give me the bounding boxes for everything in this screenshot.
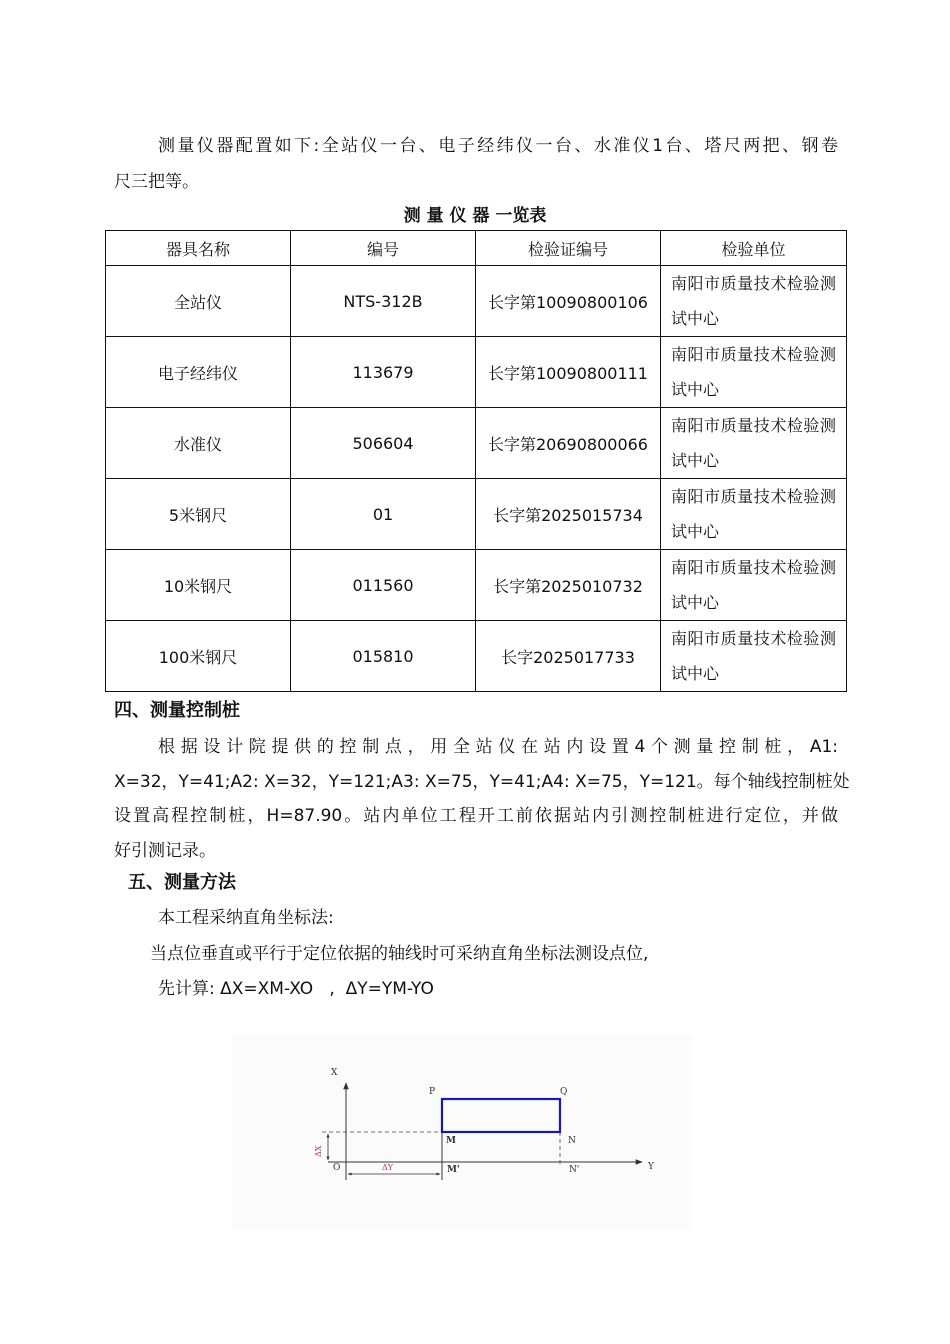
cell-code: 011560 (291, 550, 476, 621)
n-prime-label: N' (569, 1165, 580, 1175)
cell-cert: 长字2025017733 (476, 621, 661, 692)
section-4-para-line-3: 设置高程控制桩，H=87.90。站内单位工程开工前依据站内引测控制桩进行定位，并做 (114, 806, 838, 826)
coordinate-diagram (232, 1035, 692, 1230)
header-code: 编号 (291, 231, 476, 266)
cell-name: 100米钢尺 (106, 621, 291, 692)
section-5-para-2: 当点位垂直或平行于定位依据的轴线时可采纳直角坐标法测设点位, (150, 944, 649, 964)
section-4-para-line-4: 好引测记录。 (114, 841, 216, 861)
origin-label: O (333, 1163, 341, 1173)
cell-name: 电子经纬仪 (106, 337, 291, 408)
delta-x-label: ΔX (314, 1145, 323, 1157)
coordinate-figure (232, 1035, 692, 1230)
instrument-table (105, 230, 847, 692)
cell-cert: 长字第2025010732 (476, 550, 661, 621)
table-header-row (106, 231, 847, 266)
cell-unit: 南阳市质量技术检验测试中心 (661, 408, 847, 479)
cell-unit: 南阳市质量技术检验测试中心 (661, 621, 847, 692)
cell-cert: 长字第2025015734 (476, 479, 661, 550)
section-5-formula: 先计算: ΔX=XM-XO , ΔY=YM-YO (158, 979, 434, 999)
m-label: M (446, 1136, 456, 1146)
table-row (106, 479, 847, 550)
y-axis-label: Y (648, 1162, 654, 1172)
cell-name: 全站仪 (106, 266, 291, 337)
intro-line-1: 测量仪器配置如下:全站仪一台、电子经纬仪一台、水准仪1台、塔尺两把、钢卷 (158, 136, 838, 156)
m-prime-label: M' (447, 1165, 460, 1175)
cell-code: 015810 (291, 621, 476, 692)
intro-line-2: 尺三把等。 (114, 172, 199, 192)
cell-code: 113679 (291, 337, 476, 408)
section-5-heading: 五、测量方法 (128, 872, 236, 893)
table-row (106, 550, 847, 621)
section-4-para-line-1: 根据设计院提供的控制点，用全站仪在站内设置4个测量控制桩，A1: (158, 737, 838, 757)
cell-cert: 长字第10090800106 (476, 266, 661, 337)
section-4-para-line-2: X=32，Y=41;A2: X=32，Y=121;A3: X=75，Y=41;A4: X=75，Y=121。每个轴线控制桩处 (114, 772, 850, 792)
cell-cert: 长字第20690800066 (476, 408, 661, 479)
section-5-para-1: 本工程采纳直角坐标法: (158, 908, 334, 928)
header-cert: 检验证编号 (476, 231, 661, 266)
cell-unit: 南阳市质量技术检验测试中心 (661, 337, 847, 408)
table-row (106, 621, 847, 692)
n-label: N (568, 1136, 576, 1146)
cell-name: 10米钢尺 (106, 550, 291, 621)
cell-code: 01 (291, 479, 476, 550)
section-4-heading: 四、测量控制桩 (114, 700, 240, 721)
header-name: 器具名称 (106, 231, 291, 266)
table-row (106, 408, 847, 479)
table-row (106, 266, 847, 337)
header-unit: 检验单位 (661, 231, 847, 266)
pqnm-rectangle (442, 1099, 560, 1132)
cell-cert: 长字第10090800111 (476, 337, 661, 408)
cell-unit: 南阳市质量技术检验测试中心 (661, 479, 847, 550)
cell-code: NTS-312B (291, 266, 476, 337)
cell-unit: 南阳市质量技术检验测试中心 (661, 266, 847, 337)
x-axis-label: X (331, 1068, 338, 1078)
cell-code: 506604 (291, 408, 476, 479)
table-row (106, 337, 847, 408)
cell-name: 5米钢尺 (106, 479, 291, 550)
cell-unit: 南阳市质量技术检验测试中心 (661, 550, 847, 621)
cell-name: 水准仪 (106, 408, 291, 479)
delta-y-label: ΔY (382, 1163, 394, 1172)
table-caption: 测 量 仪 器 一览表 (403, 206, 547, 226)
q-label: Q (560, 1087, 568, 1097)
p-label: P (429, 1087, 436, 1097)
